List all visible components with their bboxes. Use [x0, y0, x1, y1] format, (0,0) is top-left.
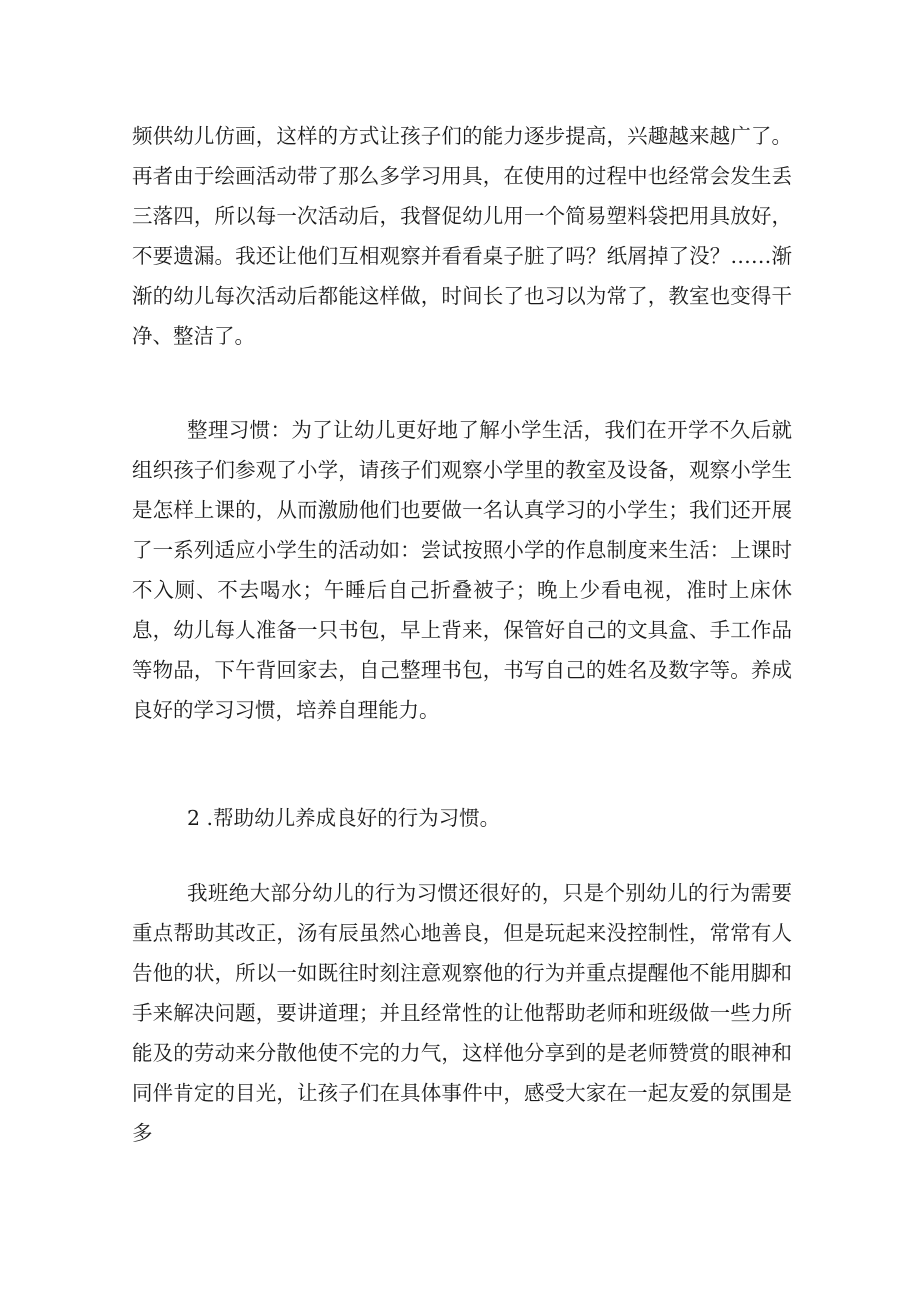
- paragraph-drawing-habits: 频供幼儿仿画，这样的方式让孩子们的能力逐步提高，兴趣越来越广了。再者由于绘画活动带了那么多学习用具，在使用的过程中也经常会发生丢三落四，所以每一次活动后，我督促幼儿用一个简易塑料袋把用具放好，不要遗漏。我还让他们互相观察并看看桌子脏了吗？纸屑掉了没？……渐渐的幼儿每次活动后都能这样做，时间长了也习以为常了，教室也变得干净、整洁了。: [132, 124, 792, 348]
- paragraph-organizing-habits: 整理习惯：为了让幼儿更好地了解小学生活，我们在开学不久后就组织孩子们参观了小学，请孩子们观察小学里的教室及设备，观察小学生是怎样上课的，从而激励他们也要做一名认真学习的小学生；我们还开展了一系列适应小学生的活动如：尝试按照小学的作息制度来生活：上课时不入厕、不去喝水；午睡后自己折叠被子；晚上少看电视，准时上床休息，幼儿每人准备一只书包，早上背来，保管好自己的文具盒、手工作品等物品，下午背回家去，自己整理书包，书写自己的姓名及数字等。养成良好的学习习惯，培养自理能力。: [132, 418, 792, 722]
- paragraph-behavior-habits: 我班绝大部分幼儿的行为习惯还很好的，只是个别幼儿的行为需要重点帮助其改正，汤有辰虽然心地善良，但是玩起来没控制性，常常有人告他的状，所以一如既往时刻注意观察他的行为并重点提醒他不能用脚和手来解决问题，要讲道理；并且经常性的让他帮助老师和班级做一些力所能及的劳动来分散他使不完的力气，这样他分享到的是老师赞赏的眼神和同伴肯定的目光，让孩子们在具体事件中，感受大家在一起友爱的氛围是多: [132, 881, 792, 1145]
- section-heading-behavior-habits: 2 .帮助幼儿养成良好的行为习惯。: [187, 806, 501, 830]
